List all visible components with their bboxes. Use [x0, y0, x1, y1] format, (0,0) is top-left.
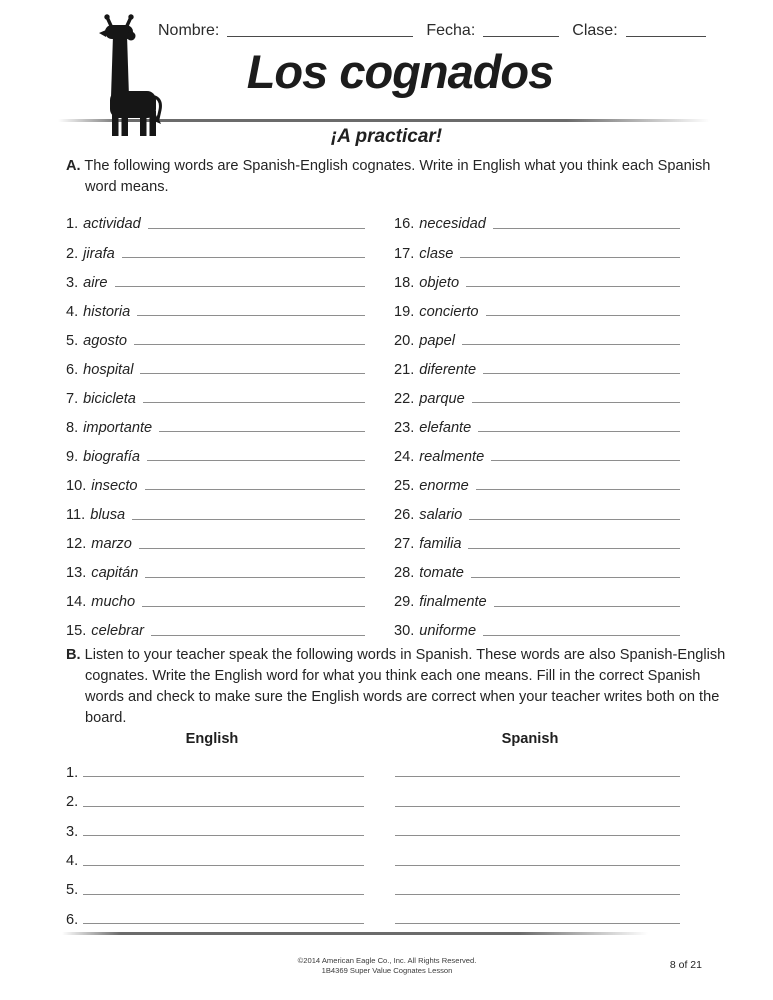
cognates-column-right [394, 203, 680, 639]
cognate-item [66, 552, 365, 581]
item-word: historia [83, 303, 131, 320]
answer-blank [134, 334, 365, 345]
answer-blank [483, 363, 680, 374]
english-blank [83, 913, 364, 924]
english-blank [83, 796, 364, 807]
header-fields [158, 22, 706, 40]
item-number: 5. [66, 332, 79, 349]
cognate-item [394, 435, 680, 464]
column-header-english: English [185, 731, 239, 747]
cognate-item [394, 552, 680, 581]
listen-row [66, 869, 680, 898]
name-blank [227, 24, 413, 37]
cognate-item [66, 290, 365, 319]
cognate-item [66, 406, 365, 435]
item-word: objeto [419, 274, 460, 291]
item-word: realmente [419, 448, 485, 465]
item-word: familia [419, 535, 462, 552]
cognate-item [394, 290, 680, 319]
answer-blank [469, 509, 680, 520]
item-number: 5. [66, 882, 79, 899]
answer-blank [462, 334, 680, 345]
listen-row [66, 839, 680, 868]
answer-blank [466, 276, 680, 287]
answer-blank [460, 247, 680, 258]
cognate-item [394, 523, 680, 552]
spanish-blank [395, 913, 680, 924]
divider [62, 932, 648, 935]
listen-row [66, 898, 680, 927]
item-number: 11. [66, 506, 86, 523]
item-number: 6. [66, 361, 79, 378]
date-blank [483, 24, 559, 37]
answer-blank [145, 567, 365, 578]
answer-blank [471, 567, 680, 578]
item-word: capitán [91, 565, 139, 582]
cognate-item [394, 464, 680, 493]
class-label: Clase: [572, 22, 618, 39]
answer-blank [151, 625, 365, 636]
spanish-blank [395, 825, 680, 836]
answer-blank [143, 392, 365, 403]
cognates-column-left [66, 203, 365, 639]
item-number: 6. [66, 911, 79, 928]
section-b-instructions [66, 645, 743, 729]
item-word: finalmente [419, 594, 487, 611]
giraffe-icon [96, 13, 163, 136]
item-number: 12. [66, 535, 87, 552]
cognate-item [66, 464, 365, 493]
item-word: marzo [91, 535, 132, 552]
cognate-item [66, 348, 365, 377]
answer-blank [139, 538, 365, 549]
cognate-item [66, 435, 365, 464]
copyright-line1: ©2014 American Eagle Co., Inc. All Rights Reserved. [297, 956, 477, 965]
column-header-spanish: Spanish [501, 731, 559, 747]
item-word: biografía [83, 448, 140, 465]
section-a-instructions [66, 156, 735, 198]
item-number: 28. [394, 565, 415, 582]
item-number: 4. [66, 303, 79, 320]
item-number: 7. [66, 390, 79, 407]
page-title: Los cognados [246, 45, 554, 98]
answer-blank [148, 218, 365, 229]
cognate-item [394, 377, 680, 406]
item-number: 25. [394, 477, 415, 494]
cognate-item [394, 261, 680, 290]
cognate-item [66, 261, 365, 290]
item-number: 22. [394, 390, 415, 407]
spanish-blank [395, 766, 680, 777]
answer-blank [142, 596, 365, 607]
item-word: diferente [419, 361, 477, 378]
english-blank [83, 884, 364, 895]
item-word: hospital [83, 361, 134, 378]
cognate-item [66, 232, 365, 261]
answer-blank [122, 247, 365, 258]
listen-row [66, 780, 680, 809]
listen-row [66, 810, 680, 839]
cognate-item [66, 319, 365, 348]
item-number: 18. [394, 274, 415, 291]
name-label: Nombre: [158, 22, 220, 39]
spanish-blank [395, 796, 680, 807]
cognate-item [394, 319, 680, 348]
item-word: agosto [83, 332, 127, 349]
item-number: 3. [66, 823, 79, 840]
item-word: elefante [419, 419, 472, 436]
item-number: 16. [394, 216, 415, 233]
item-number: 13. [66, 565, 87, 582]
item-number: 21. [394, 361, 415, 378]
spanish-blank [395, 855, 680, 866]
item-number: 4. [66, 852, 79, 869]
section-b-rows [66, 751, 680, 927]
cognate-item [394, 581, 680, 610]
cognate-item [66, 493, 365, 522]
answer-blank [483, 625, 680, 636]
item-number: 19. [394, 303, 415, 320]
item-number: 10. [66, 477, 87, 494]
answer-blank [491, 450, 680, 461]
item-word: celebrar [91, 623, 145, 640]
section-b-label: B. [66, 647, 81, 663]
item-word: blusa [90, 506, 126, 523]
answer-blank [472, 392, 680, 403]
answer-blank [115, 276, 365, 287]
item-number: 15. [66, 623, 87, 640]
item-word: tomate [419, 565, 464, 582]
cognate-item [66, 203, 365, 232]
cognate-item [66, 523, 365, 552]
item-number: 17. [394, 245, 415, 262]
answer-blank [478, 421, 680, 432]
item-number: 30. [394, 623, 415, 640]
item-word: concierto [419, 303, 479, 320]
item-number: 20. [394, 332, 415, 349]
answer-blank [476, 479, 680, 490]
answer-blank [132, 509, 365, 520]
listen-row [66, 751, 680, 780]
item-word: uniforme [419, 623, 477, 640]
item-word: salario [419, 506, 463, 523]
copyright-line2: 1B4369 Super Value Cognates Lesson [321, 965, 453, 975]
section-a-text: The following words are Spanish-English cognates. Write in English what you think each Spanish word means. [84, 158, 711, 195]
page-number: 8 of 21 [669, 959, 702, 971]
footer-copyright [137, 956, 637, 975]
item-number: 29. [394, 594, 415, 611]
cognate-item [66, 581, 365, 610]
date-label: Fecha: [426, 22, 476, 39]
answer-blank [145, 479, 365, 490]
section-b-text: Listen to your teacher speak the following words in Spanish. These words are also Spanish-English cognates. Write the English word for what you think each one means. Fill in the correct Spanish words and check to make sure the English words are correct when your teacher writes both on the board. [84, 647, 726, 726]
item-number: 1. [66, 216, 79, 233]
item-word: papel [419, 332, 456, 349]
answer-blank [140, 363, 365, 374]
cognate-item [394, 348, 680, 377]
cognate-item [394, 610, 680, 639]
answer-blank [137, 305, 365, 316]
item-number: 8. [66, 419, 79, 436]
item-number: 23. [394, 419, 415, 436]
item-word: importante [83, 419, 153, 436]
item-number: 2. [66, 245, 79, 262]
spanish-blank [395, 884, 680, 895]
item-word: insecto [91, 477, 138, 494]
cognate-item [66, 610, 365, 639]
item-number: 27. [394, 535, 415, 552]
answer-blank [147, 450, 365, 461]
practice-heading: ¡A practicar! [330, 126, 443, 147]
item-number: 14. [66, 594, 87, 611]
answer-blank [468, 538, 680, 549]
item-word: actividad [83, 216, 141, 233]
section-a-label: A. [66, 158, 81, 174]
item-word: aire [83, 274, 108, 291]
item-word: clase [419, 245, 454, 262]
item-number: 1. [66, 764, 79, 781]
answer-blank [486, 305, 680, 316]
item-word: mucho [91, 594, 136, 611]
item-word: parque [419, 390, 465, 407]
cognate-item [66, 377, 365, 406]
item-number: 26. [394, 506, 415, 523]
answer-blank [493, 218, 680, 229]
item-word: bicicleta [83, 390, 136, 407]
cognate-item [394, 203, 680, 232]
item-word: enorme [419, 477, 469, 494]
answer-blank [159, 421, 365, 432]
cognate-item [394, 406, 680, 435]
item-number: 2. [66, 794, 79, 811]
answer-blank [494, 596, 680, 607]
item-number: 9. [66, 448, 79, 465]
class-blank [626, 24, 706, 37]
english-blank [83, 766, 364, 777]
item-number: 24. [394, 448, 415, 465]
item-word: necesidad [419, 216, 486, 233]
cognate-item [394, 493, 680, 522]
cognate-item [394, 232, 680, 261]
english-blank [83, 855, 364, 866]
english-blank [83, 825, 364, 836]
item-number: 3. [66, 274, 79, 291]
item-word: jirafa [83, 245, 115, 262]
